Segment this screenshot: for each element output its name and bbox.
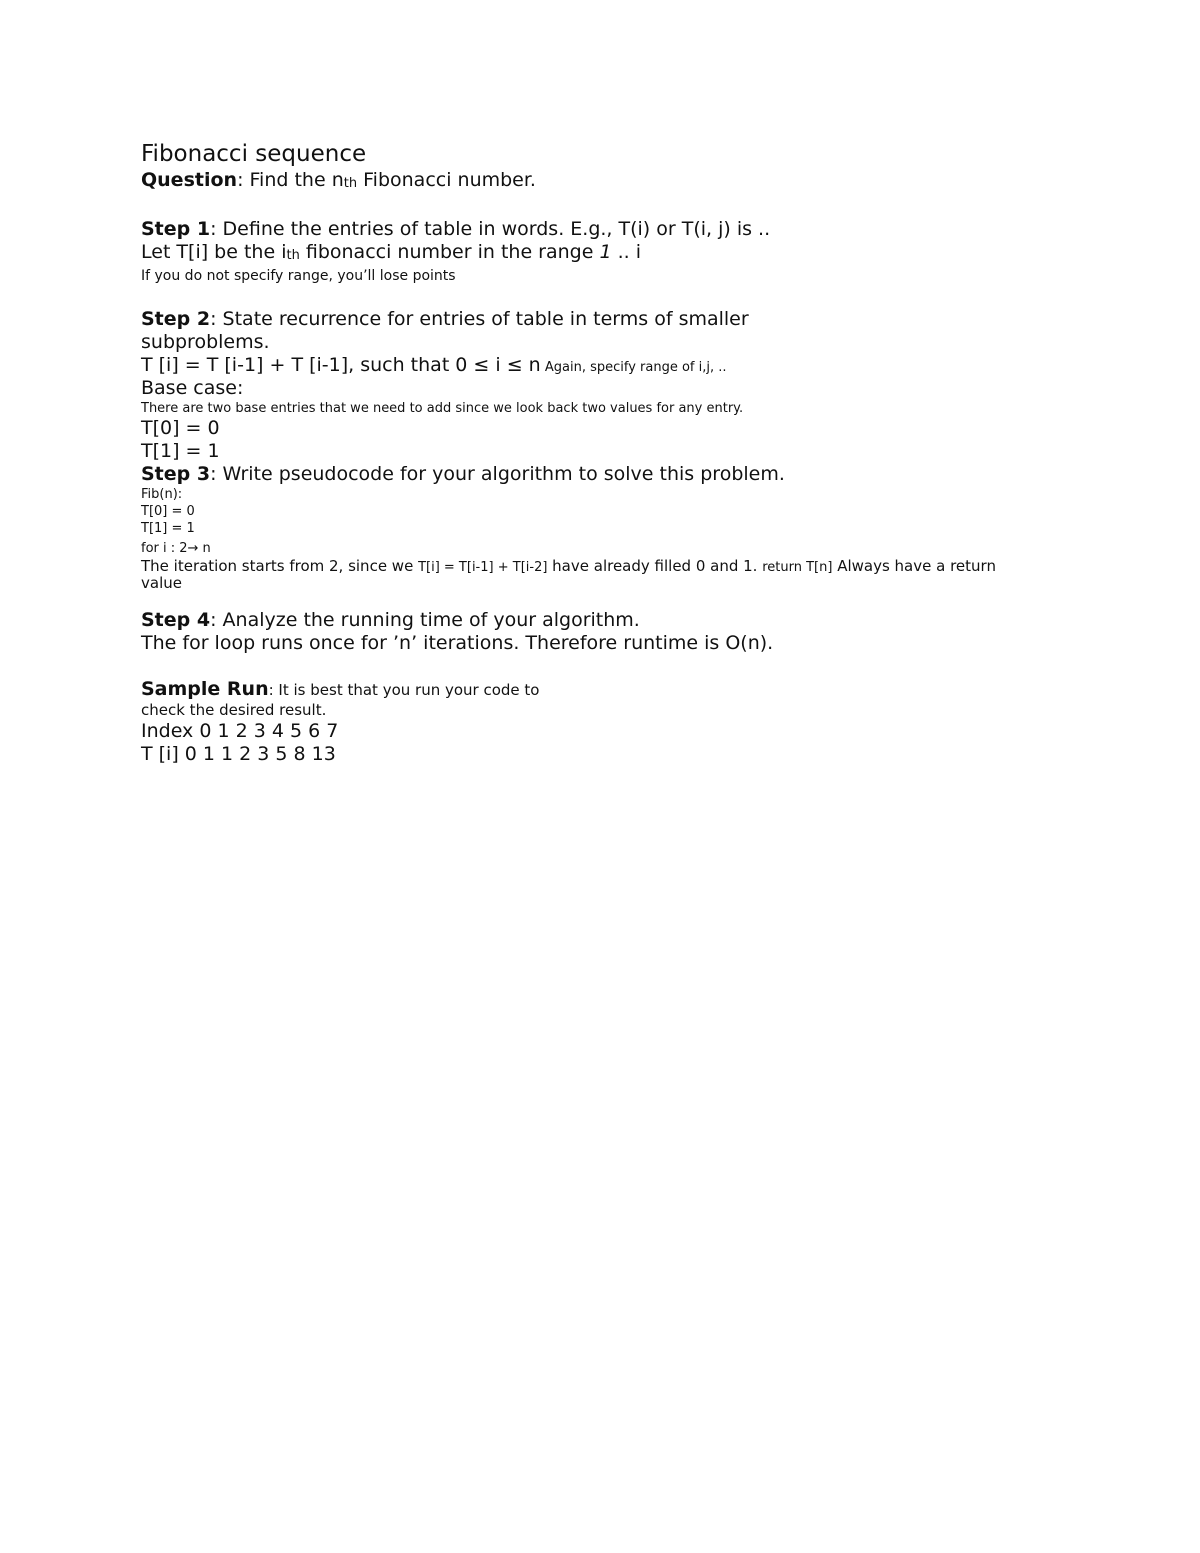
pseudocode-line-4: for i : 2→ n: [141, 541, 211, 556]
step1-def-b: fibonacci number in the range: [299, 241, 600, 263]
step2-heading-cont: subproblems.: [141, 331, 270, 353]
base-case-0: T[0] = 0: [141, 417, 220, 439]
step1-def-subscript: th: [286, 248, 300, 263]
step1-label: Step 1: [141, 218, 211, 240]
step1-range-end: .. i: [611, 241, 641, 263]
iteration-code: T[i] = T[i-1] + T[i-2]: [418, 560, 548, 575]
step4-heading: [141, 609, 1071, 632]
sample-run-heading: [141, 678, 1071, 701]
base-case-heading: Base case:: [141, 377, 244, 399]
return-statement: return T[n]: [762, 560, 833, 575]
recurrence-formula: T [i] = T [i-1] + T [i-1], such that 0 ≤ i ≤ n: [141, 354, 541, 376]
iteration-note-cont: value: [141, 574, 182, 592]
recurrence-note: Again, specify range of i,j, ..: [540, 360, 727, 375]
sample-run-label: Sample Run: [141, 678, 269, 700]
question-text-a: : Find the n: [237, 169, 344, 191]
sample-index-row: Index 0 1 2 3 4 5 6 7: [141, 720, 339, 742]
sample-run-text-cont: check the desired result.: [141, 701, 327, 719]
step2-label: Step 2: [141, 308, 211, 330]
document-title: Fibonacci sequence: [141, 141, 367, 167]
runtime-analysis: The for loop runs once for ’n’ iterations. Therefore runtime is O(n).: [141, 632, 774, 654]
step3-label: Step 3: [141, 463, 211, 485]
step3-heading: [141, 463, 1071, 486]
question-line: [141, 169, 1071, 195]
step1-note: If you do not specify range, you’ll lose points: [141, 268, 456, 284]
pseudocode-line-1: Fib(n):: [141, 487, 183, 502]
step3-heading-text: : Write pseudocode for your algorithm to solve this problem.: [210, 463, 785, 485]
sample-values-row: T [i] 0 1 1 2 3 5 8 13: [141, 743, 336, 765]
iteration-note-b: have already filled 0 and 1.: [547, 557, 763, 575]
base-case-1: T[1] = 1: [141, 440, 220, 462]
step1-heading: [141, 218, 1071, 241]
iteration-note: [141, 557, 1071, 576]
question-label: Question: [141, 169, 238, 191]
step4-heading-text: : Analyze the running time of your algorithm.: [210, 609, 640, 631]
step2-heading-text: : State recurrence for entries of table in terms of smaller: [210, 308, 749, 330]
step4-label: Step 4: [141, 609, 211, 631]
step1-heading-text: : Define the entries of table in words. E.g., T(i) or T(i, j) is ..: [210, 218, 771, 240]
step2-recurrence: [141, 354, 1071, 377]
question-text-b: Fibonacci number.: [357, 169, 536, 191]
pseudocode-line-2: T[0] = 0: [141, 504, 195, 519]
base-case-note: There are two base entries that we need to add since we look back two values for any entry.: [141, 401, 744, 416]
iteration-note-a: The iteration starts from 2, since we: [141, 557, 419, 575]
step1-range-start: 1: [599, 241, 612, 263]
pseudocode-line-3: T[1] = 1: [141, 521, 195, 536]
sample-run-text: : It is best that you run your code to: [268, 681, 540, 699]
step1-definition: [141, 241, 1071, 267]
step2-heading: [141, 308, 1071, 331]
step1-def-a: Let T[i] be the i: [141, 241, 287, 263]
question-subscript: th: [343, 176, 358, 191]
document-page: [141, 140, 1071, 766]
iteration-note-c: Always have a return: [832, 557, 996, 575]
